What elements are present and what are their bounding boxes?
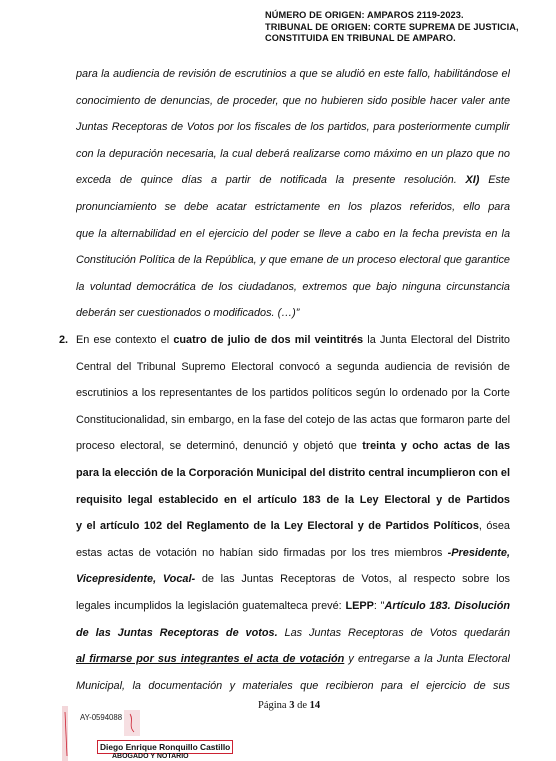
law-abbreviation: LEPP xyxy=(345,599,374,612)
paragraph-line: para la elección de la Corporación Municipal del distrito central incumplieron con el xyxy=(76,466,510,479)
text: proceso electoral, se determinó, denunció y objetó que xyxy=(76,440,363,453)
paragraph-line xyxy=(76,433,510,460)
paragraph-line xyxy=(76,540,510,567)
quote-line xyxy=(76,167,510,194)
text: : " xyxy=(373,599,385,612)
underlined-text: al firmarse por sus integrantes el acta de votación xyxy=(76,653,345,666)
paragraph-line xyxy=(76,327,510,354)
bold-text: treinta y ocho actas de las xyxy=(362,440,510,453)
section-number: XI) xyxy=(465,174,480,187)
origin-court-continued: CONSTITUIDA EN TRIBUNAL DE AMPARO. xyxy=(265,33,456,43)
text: En ese contexto el xyxy=(76,334,174,346)
paragraph-line xyxy=(76,593,510,620)
quote-line: para la audiencia de revisión de escrutinios a que se aludió en este fallo, habilitándose el xyxy=(76,68,510,80)
text: legales incumplidos la legislación guatemalteca prevé: xyxy=(76,599,346,612)
origin-number: NÚMERO DE ORIGEN: AMPAROS 2119-2023. xyxy=(265,10,464,20)
signature-name: Diego Enrique Ronquillo Castillo xyxy=(97,740,233,754)
paragraph-line xyxy=(76,646,510,673)
italic-text: Las Juntas Receptoras de Votos quedarán xyxy=(284,626,510,639)
quote-line: que la alternabilidad en el ejercicio del poder se lleve a cabo en la fecha prevista en la xyxy=(76,227,510,240)
paragraph-2 xyxy=(76,327,510,699)
quote-line: pronunciamiento se debe acatar estrictamente en los plazos referidos, ello para xyxy=(76,200,510,213)
text: de las Juntas Receptoras de Votos, al respecto sobre los xyxy=(201,573,510,586)
quote-line: conocimiento de denuncias, de proceder, que no hubieren sido posible hacer valer ante xyxy=(76,94,510,107)
article-title: de las Juntas Receptoras de votos. xyxy=(76,626,278,639)
paragraph-line xyxy=(76,620,510,647)
italic-text: y entregarse a la Junta Electoral xyxy=(344,653,510,666)
quote-line: la voluntad democrática de los ciudadanos, extremos que bajo ninguna circunstancia xyxy=(76,280,510,293)
paragraph-number: 2. xyxy=(59,334,69,346)
document-header xyxy=(265,10,545,45)
paragraph-line xyxy=(76,566,510,593)
page-total: 14 xyxy=(309,700,321,711)
bold-italic-text: Vicepresidente, Vocal- xyxy=(76,573,196,586)
text: , ósea xyxy=(478,520,510,533)
article-title: Artículo 183. Disolución xyxy=(384,599,510,612)
paragraph-line: requisito legal establecido en el artículo 183 de la Ley Electoral y de Partidos xyxy=(76,493,510,506)
signature-title: ABOGADO Y NOTARIO xyxy=(112,753,189,760)
quote-line: Juntas Receptoras de Votos por los fiscales de los partidos, para posteriormente cumplir xyxy=(76,121,510,134)
quote-text: Este xyxy=(479,174,510,187)
quote-line: con la depuración necesaria, la cual deberá realizarse como máximo en un plazo que no xyxy=(76,147,510,160)
footer-text: Página xyxy=(258,700,290,711)
paragraph-line xyxy=(76,513,510,540)
page-number: 3 xyxy=(289,700,295,711)
stamp-code: AY-0594088 xyxy=(80,713,123,722)
paragraph-line: Constitucionalidad, sin embargo, en la fase del cotejo de las actas que formaron parte del xyxy=(76,413,510,426)
origin-court: TRIBUNAL DE ORIGEN: CORTE SUPREMA DE JUSTICIA, xyxy=(265,21,519,32)
quote-line: deberán ser cuestionados o modificados. (…)” xyxy=(76,307,300,320)
text: estas actas de votación no habían sido firmadas por los tres miembros xyxy=(76,546,448,559)
bold-italic-text: -Presidente, xyxy=(447,546,510,559)
quoted-resolution xyxy=(76,61,510,327)
text: la Junta Electoral del Distrito xyxy=(363,334,510,346)
bold-text: y el artículo 102 del Reglamento de la Ley Electoral y de Partidos Políticos xyxy=(76,520,479,533)
quote-line: Constitución Política de la República, y que emane de un proceso electoral que garantice xyxy=(76,254,510,267)
paragraph-line: Municipal, la documentación y materiales que recibieron para el ejercicio de sus xyxy=(76,679,510,692)
footer-text: de xyxy=(294,700,310,711)
paragraph-line: escrutinios a los representantes de los partidos políticos según lo ordenado por la Corte xyxy=(76,387,510,400)
page-footer xyxy=(258,700,320,711)
paragraph-line: Central del Tribunal Supremo Electoral convocó a segunda audiencia de revisión de xyxy=(76,360,510,373)
quote-text: exceda de quince días a partir de notificada la presente resolución. xyxy=(76,174,466,187)
bold-date: cuatro de julio de dos mil veintitrés xyxy=(173,334,364,346)
